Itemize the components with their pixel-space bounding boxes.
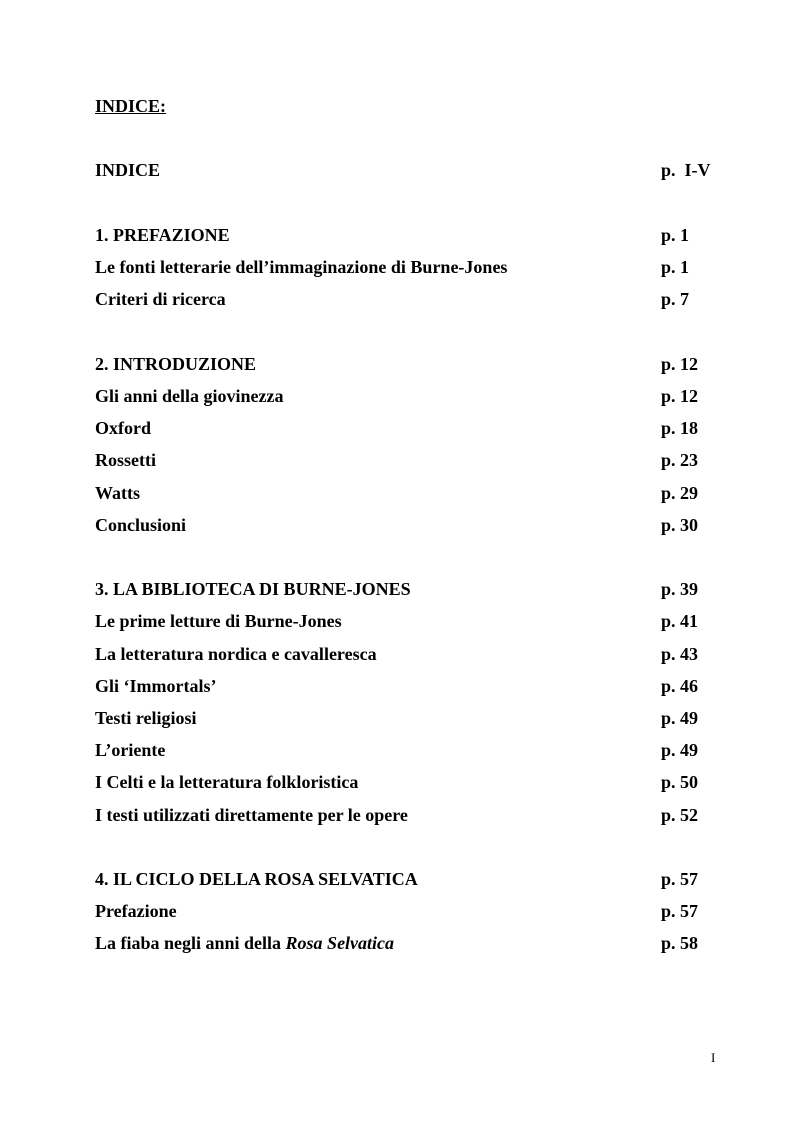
toc-entry-title-text: La fiaba negli anni della (95, 933, 286, 953)
toc-entry-title: I Celti e la letteratura folkloristica (95, 772, 359, 792)
toc-entry-title: Rossetti (95, 450, 156, 470)
toc-entry-title: Testi religiosi (95, 708, 197, 728)
toc-entry-title-italic: Rosa Selvatica (285, 933, 395, 953)
toc-heading: INDICE: (95, 96, 167, 116)
toc-entry-title: 2. INTRODUZIONE (95, 354, 257, 374)
toc-entry-page: p. 43 (661, 644, 699, 664)
toc-entry (95, 609, 735, 633)
toc-entry-introduzione-section (95, 352, 735, 376)
toc-entry-page: p. 7 (661, 289, 690, 309)
toc-entry (95, 481, 735, 505)
toc-entry-page: p. 12 (661, 386, 699, 406)
toc-entry (95, 674, 735, 698)
page-number: I (711, 1050, 716, 1065)
toc-entry-page: p. 41 (661, 611, 699, 631)
toc-entry (95, 642, 735, 666)
toc-entry-title: Watts (95, 483, 140, 503)
toc-entry-title: I testi utilizzati direttamente per le opere (95, 805, 408, 825)
toc-entry (95, 899, 735, 923)
toc-entry-title: 1. PREFAZIONE (95, 225, 230, 245)
toc-entry-title: Criteri di ricerca (95, 289, 226, 309)
toc-entry-title: La letteratura nordica e cavalleresca (95, 644, 377, 664)
toc-entry-page: p. 46 (661, 676, 699, 696)
toc-entry (95, 803, 735, 827)
toc-entry-title: Gli ‘Immortals’ (95, 676, 217, 696)
toc-entry-page: p. 18 (661, 418, 699, 438)
toc-entry-page: p. 49 (661, 708, 699, 728)
toc-entry-rosa-selvatica-section (95, 867, 735, 891)
toc-entry (95, 706, 735, 730)
toc-entry-indice (95, 158, 735, 182)
toc-entry (95, 770, 735, 794)
toc-entry-page: p. 12 (661, 354, 699, 374)
toc-entry (95, 384, 735, 408)
toc-entry-page: p. 1 (661, 225, 690, 245)
toc-entry-page: p. 57 (661, 901, 699, 921)
toc-entry (95, 513, 735, 537)
toc-entry-page: p. 58 (661, 933, 699, 953)
toc-entry-page: p. 52 (661, 805, 699, 825)
toc-entry-page: p. 57 (661, 869, 699, 889)
toc-entry-page: p. 1 (661, 257, 690, 277)
toc-entry-title: Oxford (95, 418, 151, 438)
toc-entry (95, 287, 735, 311)
toc-entry-title: INDICE (95, 160, 161, 180)
toc-entry-page: p. 39 (661, 579, 699, 599)
toc-entry-title: Conclusioni (95, 515, 187, 535)
toc-entry-title: 4. IL CICLO DELLA ROSA SELVATICA (95, 869, 418, 889)
toc-entry-title: Prefazione (95, 901, 177, 921)
toc-entry-title: L’oriente (95, 740, 166, 760)
toc-entry-page: p. 50 (661, 772, 699, 792)
toc-entry-title: Le fonti letterarie dell’immaginazione di Burne-Jones (95, 257, 508, 277)
toc-entry (95, 416, 735, 440)
toc-entry-title (95, 931, 394, 955)
toc-entry-page: p. I-V (661, 160, 711, 180)
toc-entry (95, 255, 735, 279)
toc-entry-title: 3. LA BIBLIOTECA DI BURNE-JONES (95, 579, 411, 599)
toc-entry (95, 738, 735, 762)
toc-entry (95, 931, 735, 955)
toc-entry-title: Le prime letture di Burne-Jones (95, 611, 342, 631)
toc-entry-biblioteca-section (95, 577, 735, 601)
toc-entry-page: p. 49 (661, 740, 699, 760)
toc-entry-title: Gli anni della giovinezza (95, 386, 284, 406)
toc-entry-page: p. 23 (661, 450, 699, 470)
toc-entry-page: p. 30 (661, 515, 699, 535)
toc-entry (95, 448, 735, 472)
toc-entry-page: p. 29 (661, 483, 699, 503)
toc-entry-prefazione-section (95, 223, 735, 247)
